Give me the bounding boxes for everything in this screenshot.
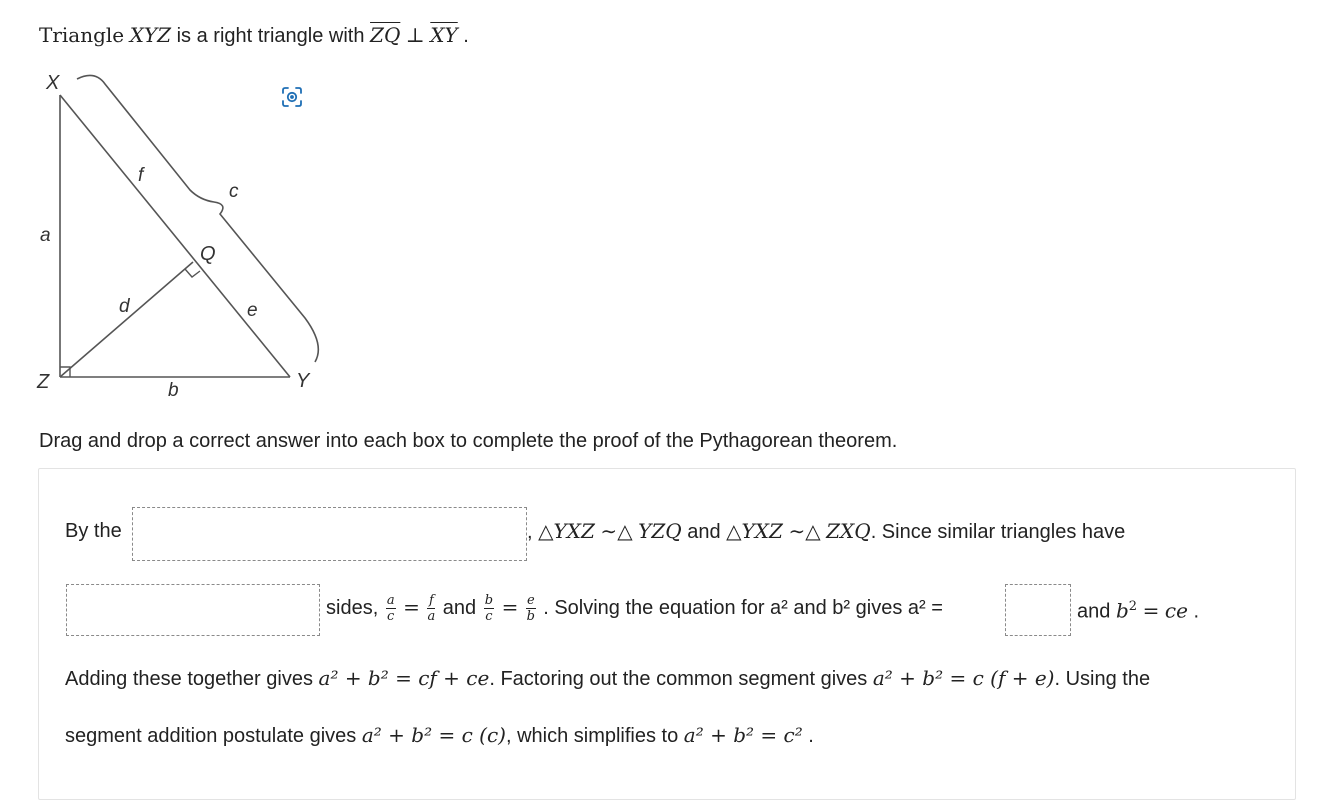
- solving-text: . Solving the equation for a² and b² gives a² =: [543, 597, 943, 619]
- fraction-b-over-c: $\frac{b}{c}$: [484, 593, 494, 625]
- label-f: f: [138, 165, 144, 186]
- zoom-target-icon[interactable]: [280, 85, 304, 109]
- triangle-symbol: △: [726, 519, 742, 543]
- ce-var: ce: [1164, 598, 1188, 623]
- and-text: and: [687, 521, 721, 543]
- proof-line-4: [65, 721, 814, 750]
- label-y: Y: [296, 370, 310, 392]
- equals: =: [501, 595, 519, 619]
- equation-cc: a² + b² = c (c): [361, 723, 506, 747]
- proof-line-2: [326, 593, 943, 623]
- line1-tail: . Since similar triangles have: [870, 521, 1126, 543]
- proof-line-3: [65, 664, 1150, 693]
- similar-symbol: ∼: [600, 519, 618, 543]
- brace-c: [77, 75, 318, 362]
- title-suffix: .: [463, 25, 469, 47]
- drop-box-sides[interactable]: [66, 584, 320, 636]
- proof-line-1-rest: [527, 517, 1125, 546]
- tri-yxz: YXZ: [741, 519, 783, 543]
- title-seg2: $\overline{XY}$: [430, 23, 458, 47]
- right-angle-q: [185, 269, 200, 277]
- label-a: a: [40, 225, 51, 246]
- problem-statement: [39, 20, 469, 51]
- and-text: and: [1077, 600, 1111, 623]
- equals: =: [1142, 598, 1160, 623]
- triangle-symbol: △: [538, 519, 554, 543]
- equals: =: [403, 595, 420, 619]
- fraction-a-over-c: $\frac{a}{c}$: [386, 593, 395, 625]
- sides-text: sides,: [326, 597, 379, 619]
- exponent: 2: [1128, 599, 1138, 614]
- equation-factored: a² + b² = c (f + e): [872, 666, 1055, 690]
- side-xy: [60, 95, 290, 377]
- label-d: d: [119, 296, 130, 317]
- drop-box-reason[interactable]: [132, 507, 527, 561]
- triangle-symbol: △: [617, 519, 633, 543]
- title-mid: is a right triangle with: [176, 25, 365, 47]
- and-text: and: [442, 597, 477, 619]
- equation-sum: a² + b² = cf + ce: [318, 666, 490, 690]
- title-triangle: XYZ: [129, 23, 172, 47]
- label-z: Z: [37, 371, 50, 393]
- period: .: [808, 725, 814, 747]
- proof-line-1: [65, 517, 122, 545]
- perp-symbol: ⊥: [405, 23, 425, 47]
- equation-final: a² + b² = c²: [683, 723, 803, 747]
- comma: ,: [527, 521, 533, 543]
- b-var: b: [1115, 598, 1129, 623]
- title-seg1: $\overline{ZQ}$: [370, 23, 401, 47]
- by-text: By the: [65, 520, 122, 542]
- altitude-zq: [60, 262, 193, 377]
- tri-zxq: ZXQ: [826, 519, 871, 543]
- fraction-e-over-b: $\frac{e}{b}$: [526, 593, 535, 625]
- right-triangle-diagram: [30, 66, 330, 401]
- label-q: Q: [200, 243, 216, 265]
- proof-line-2-rest: [1077, 593, 1199, 626]
- fraction-f-over-a: $\frac{f}{a}$: [427, 593, 436, 625]
- label-x: X: [46, 72, 60, 94]
- line3-text3: . Using the: [1054, 668, 1151, 690]
- line4-text2: , which simplifies to: [505, 725, 679, 747]
- period: .: [1193, 600, 1200, 623]
- label-b: b: [168, 380, 179, 401]
- line3-text2: . Factoring out the common segment gives: [489, 668, 868, 690]
- line3-text1: Adding these together gives: [65, 668, 313, 690]
- line4-text1: segment addition postulate gives: [65, 725, 357, 747]
- title-prefix: Triangle: [39, 23, 125, 47]
- label-e: e: [247, 300, 258, 321]
- proof-panel: [38, 468, 1296, 800]
- tri-yzq: YZQ: [638, 519, 682, 543]
- instructions-text: Drag and drop a correct answer into each box to complete the proof of the Pythagorean theorem.: [39, 430, 898, 452]
- tri-yxz: YXZ: [553, 519, 595, 543]
- similar-symbol: ∼: [788, 519, 806, 543]
- drop-box-a-squared[interactable]: [1005, 584, 1071, 636]
- triangle-symbol: △: [805, 519, 821, 543]
- label-c: c: [229, 181, 239, 202]
